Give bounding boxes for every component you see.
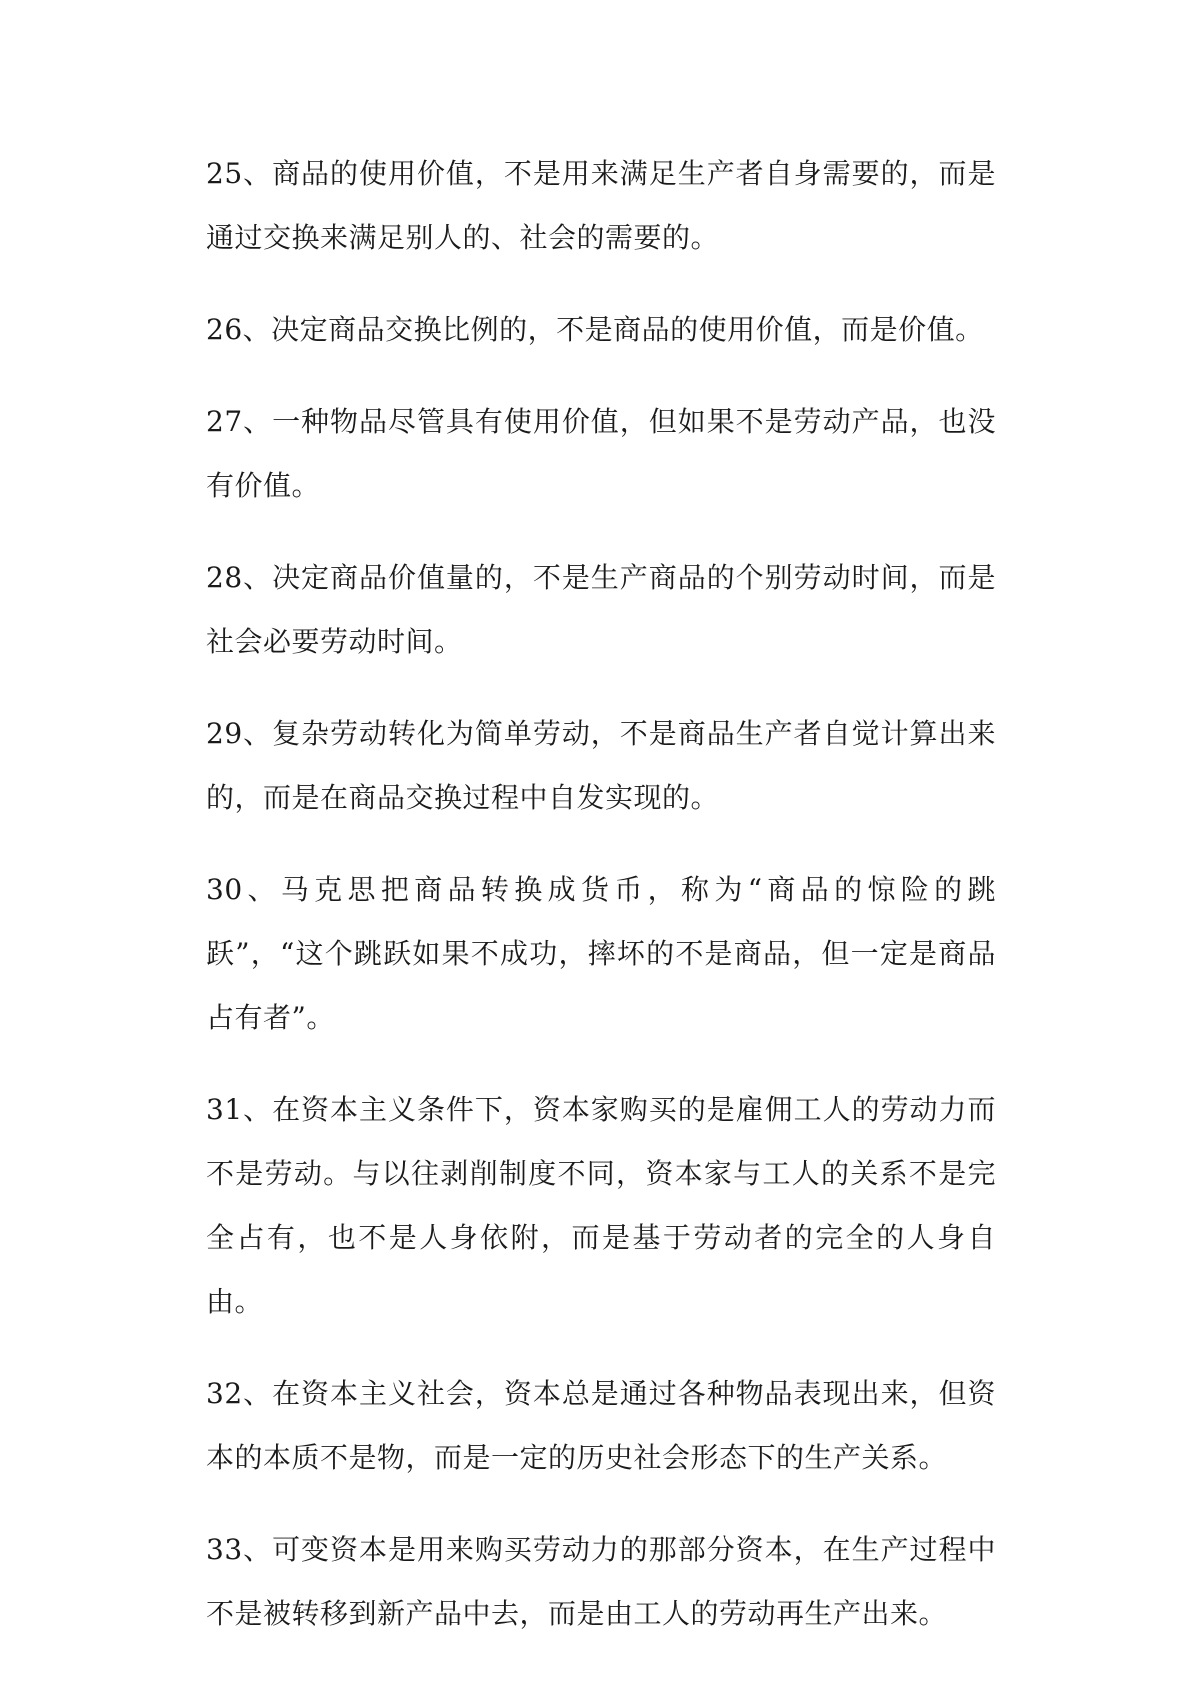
paragraph-30: 30、马克思把商品转换成货币，称为“商品的惊险的跳跃”，“这个跳跃如果不成功，摔坏的不是商品，但一定是商品占有者”。 bbox=[206, 873, 996, 1034]
paragraph-27: 27、一种物品尽管具有使用价值，但如果不是劳动产品，也没有价值。 bbox=[206, 405, 996, 502]
paragraph-28: 28、决定商品价值量的，不是生产商品的个别劳动时间，而是社会必要劳动时间。 bbox=[206, 561, 996, 658]
paragraph-26: 26、决定商品交换比例的，不是商品的使用价值，而是价值。 bbox=[206, 313, 984, 346]
paragraph-32: 32、在资本主义社会，资本总是通过各种物品表现出来，但资本的本质不是物，而是一定的历史社会形态下的生产关系。 bbox=[206, 1377, 996, 1474]
document-body bbox=[206, 142, 996, 1674]
paragraph-25: 25、商品的使用价值，不是用来满足生产者自身需要的，而是通过交换来满足别人的、社会的需要的。 bbox=[206, 157, 996, 254]
paragraph-31: 31、在资本主义条件下，资本家购买的是雇佣工人的劳动力而不是劳动。与以往剥削制度不同，资本家与工人的关系不是完全占有，也不是人身依附，而是基于劳动者的完全的人身自由。 bbox=[206, 1093, 996, 1318]
paragraph-29: 29、复杂劳动转化为简单劳动，不是商品生产者自觉计算出来的，而是在商品交换过程中自发实现的。 bbox=[206, 717, 996, 814]
paragraph-33: 33、可变资本是用来购买劳动力的那部分资本，在生产过程中不是被转移到新产品中去，而是由工人的劳动再生产出来。 bbox=[206, 1533, 996, 1630]
